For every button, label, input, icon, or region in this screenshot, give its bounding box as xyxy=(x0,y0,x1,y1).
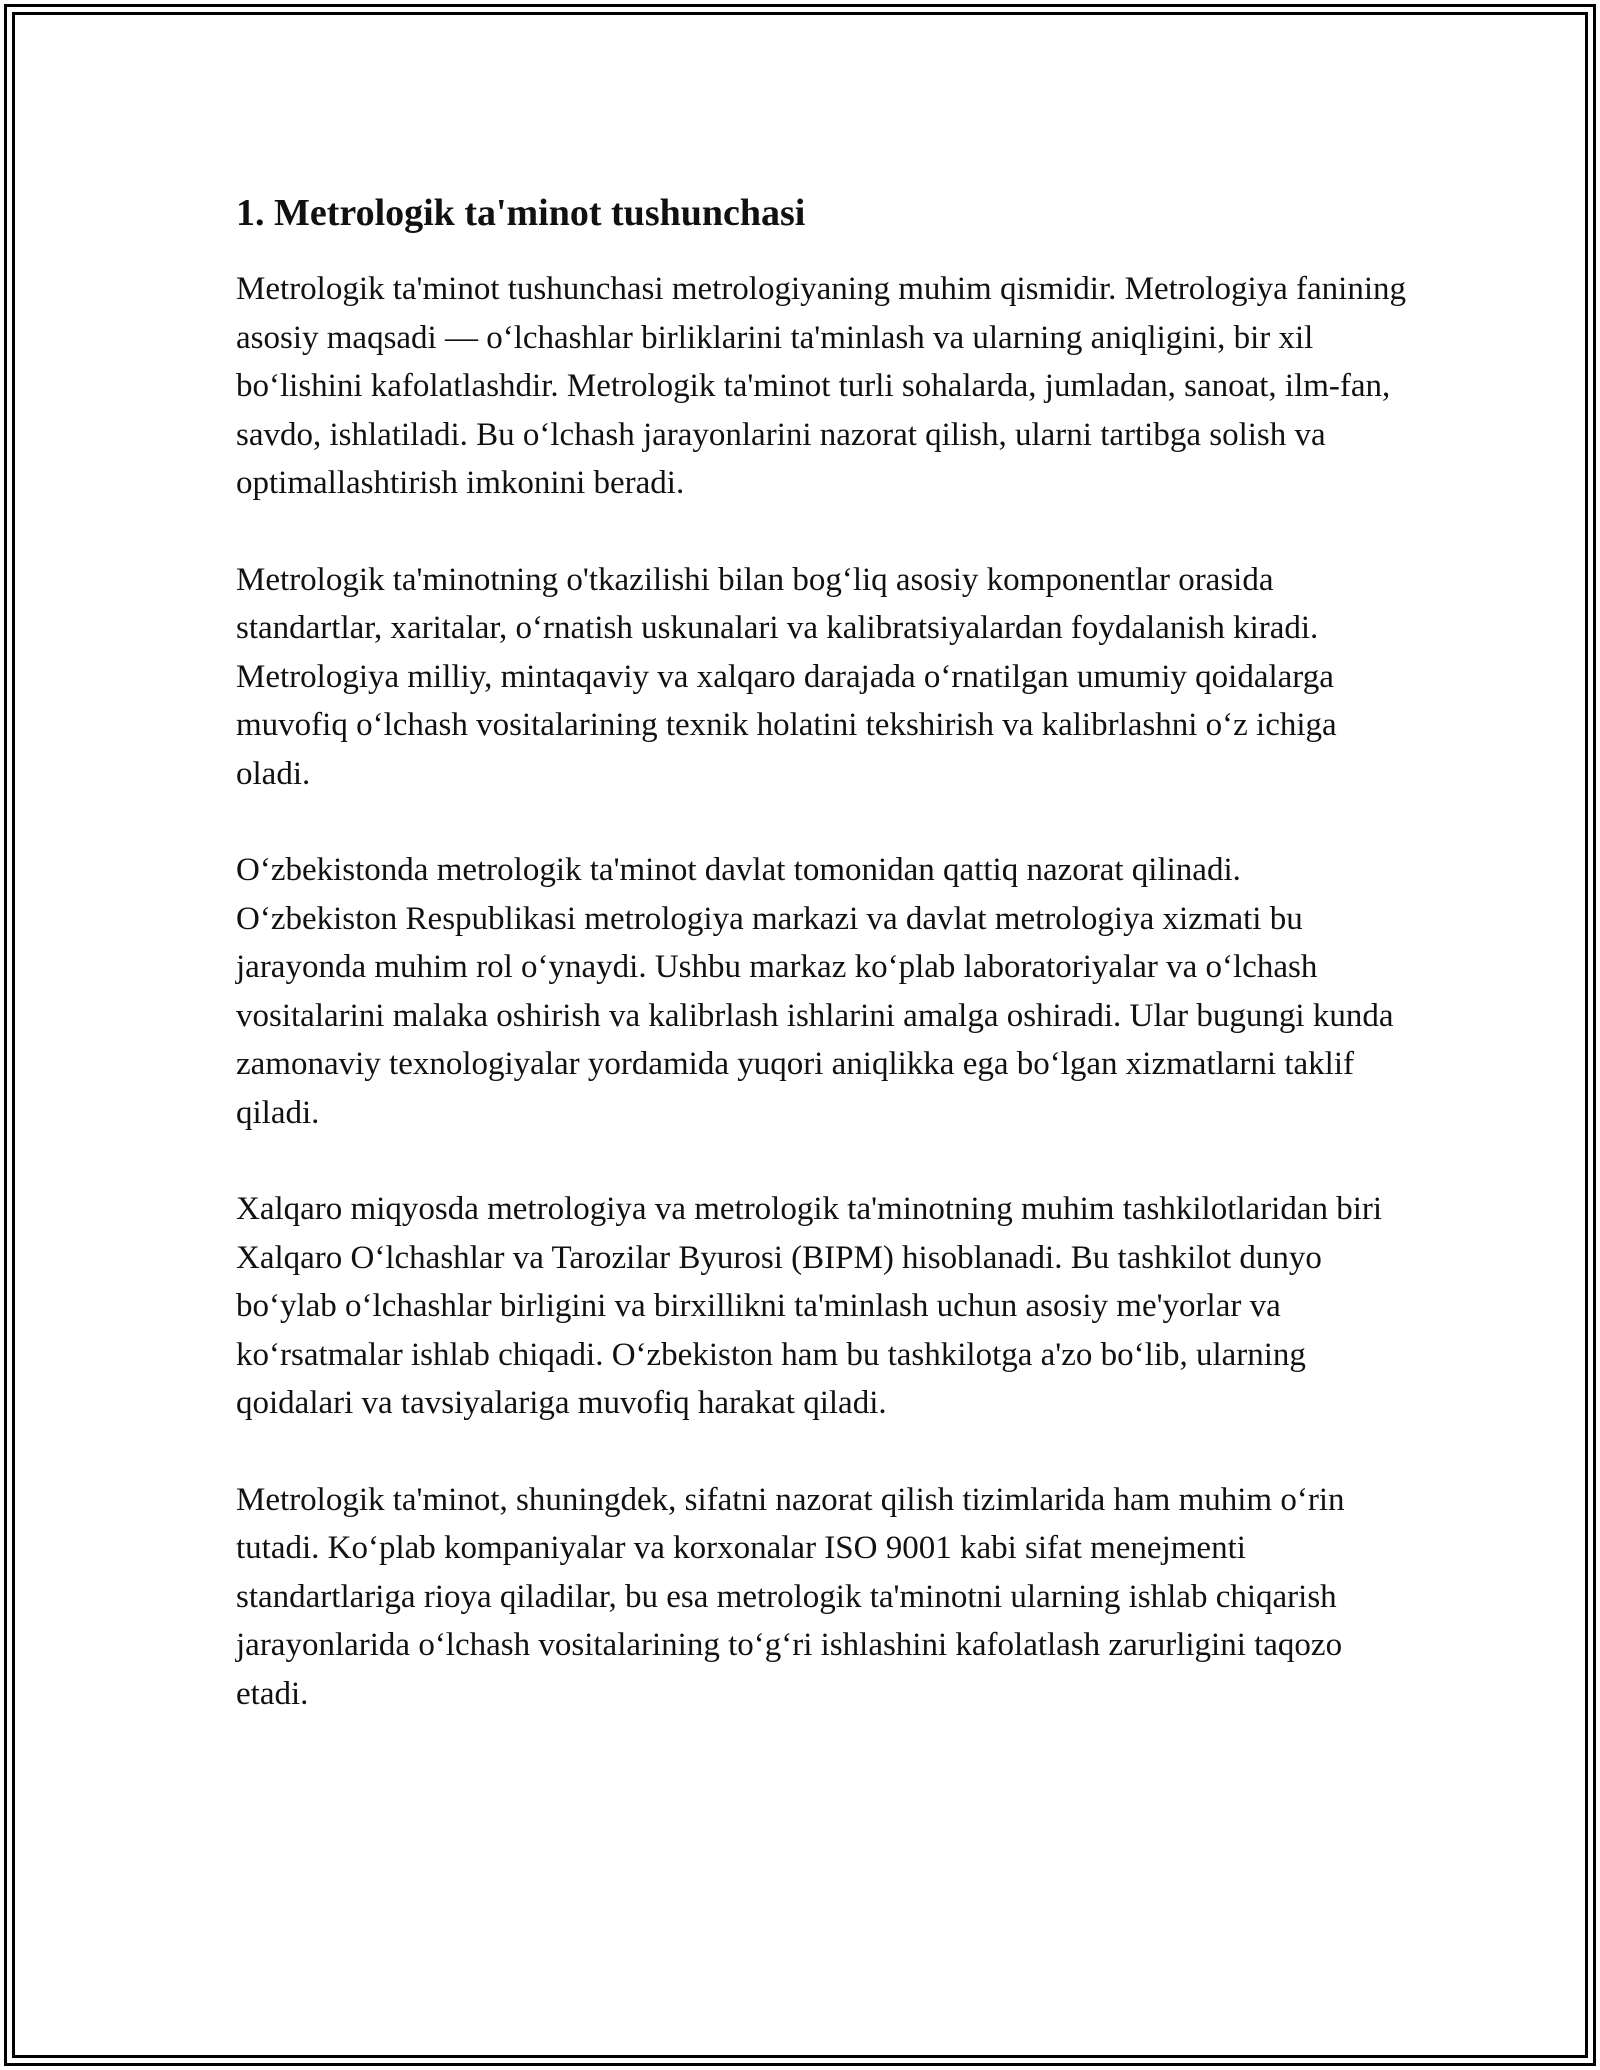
paragraph-3: O‘zbekistonda metrologik ta'minot davlat tomonidan qattiq nazorat qilinadi. O‘zbekiston Respublikasi metrologiya markazi va davlat metrologiya xizmati bu jarayonda muhim rol o‘ynaydi. Ushbu markaz ko‘plab laboratoriyalar va o‘lchash vositalarini malaka oshirish va kalibrlash ishlarini amalga oshiradi. Ular bugungi kunda zamonaviy texnologiyalar yordamida yuqori aniqlikka ega bo‘lgan xizmatlarni taklif qiladi. xyxy=(236,852,1394,1131)
document-body xyxy=(236,183,1406,1766)
paragraph-4: Xalqaro miqyosda metrologiya va metrologik ta'minotning muhim tashkilotlaridan biri Xalqaro O‘lchashlar va Tarozilar Byurosi (BIPM) hisoblanadi. Bu tashkilot dunyo bo‘ylab o‘lchashlar birligini va birxillikni ta'minlash uchun asosiy me'yorlar va ko‘rsatmalar ishlab chiqadi. O‘zbekiston ham bu tashkilotga a'zo bo‘lib, ularning qoidalari va tavsiyalariga muvofiq harakat qiladi. xyxy=(236,1191,1383,1421)
paragraph-1: Metrologik ta'minot tushunchasi metrologiyaning muhim qismidir. Metrologiya fanining asosiy maqsadi — o‘lchashlar birliklarini ta'minlash va ularning aniqligini, bir xil bo‘lishini kafolatlashdir. Metrologik ta'minot turli sohalarda, jumladan, sanoat, ilm-fan, savdo, ishlatiladi. Bu o‘lchash jarayonlarini nazorat qilish, ularni tartibga solish va optimallashtirish imkonini beradi. xyxy=(236,271,1406,501)
paragraph-5: Metrologik ta'minot, shuningdek, sifatni nazorat qilish tizimlarida ham muhim o‘rin tutadi. Ko‘plab kompaniyalar va korxonalar ISO 9001 kabi sifat menejmenti standartlariga rioya qiladilar, bu esa metrologik ta'minotni ularning ishlab chiqarish jarayonlarida o‘lchash vositalarining to‘g‘ri ishlashini kafolatlash zarurligini taqozo etadi. xyxy=(236,1481,1345,1712)
paragraph-2: Metrologik ta'minotning o'tkazilishi bilan bog‘liq asosiy komponentlar orasida standartlar, xaritalar, o‘rnatish uskunalari va kalibratsiyalardan foydalanish kiradi. Metrologiya milliy, mintaqaviy va xalqaro darajada o‘rnatilgan umumiy qoidalarga muvofiq o‘lchash vositalarining texnik holatini tekshirish va kalibrlashni o‘z ichiga oladi. xyxy=(236,561,1337,792)
section-heading: 1. Metrologik ta'minot tushunchasi xyxy=(236,192,806,234)
